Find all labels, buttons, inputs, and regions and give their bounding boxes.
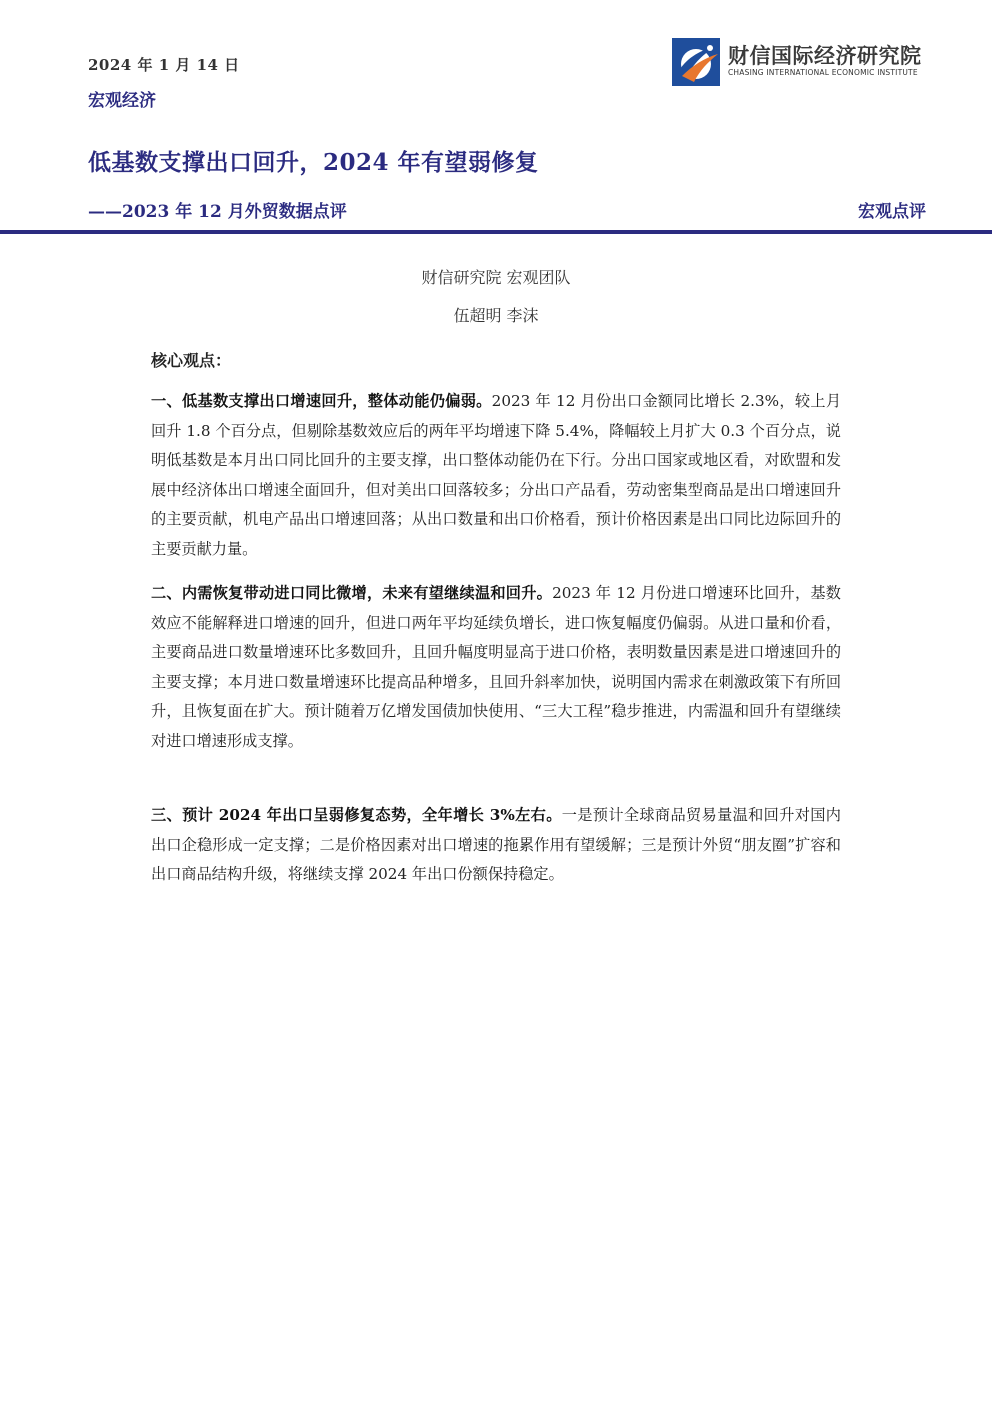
core-view-body: 一是预计全球商品贸易量温和回升对国内出口企稳形成一定支撑；二是价格因素对出口增速的拖累作用有望缓解；三是预计外贸“朋友圈”扩容和出口商品结构升级，将继续支撑 2024 年出口份额保持稳定。 <box>151 806 841 884</box>
core-view-body: 2023 年 12 月份出口金额同比增长 2.3%，较上月回升 1.8 个百分点，但剔除基数效应后的两年平均增速下降 5.4%，降幅较上月扩大 0.3 个百分点，说明低基数是本月出口同比回升的主要支撑，出口整体动能仍在下行。分出口国家或地区看，对欧盟和发展中经济体出口增速全面回升，但对美出口回落较多；分出口产品看，劳动密集型商品是出口增速回升的主要贡献，机电产品出口增速回落；从出口数量和出口价格看，预计价格因素是出口同比边际回升的主要贡献力量。 <box>151 392 842 558</box>
report-title: 低基数支撑出口回升，2024 年有望弱修复 <box>88 149 539 176</box>
core-view-lead: 二、内需恢复带动进口同比微增，未来有望继续温和回升。 <box>151 584 553 602</box>
core-view-paragraph <box>151 387 841 565</box>
logo-name-cn: 财信国际经济研究院 <box>728 44 922 68</box>
core-view-lead: 一、低基数支撑出口增速回升，整体动能仍偏弱。 <box>151 392 492 410</box>
globe-swoosh-logo-icon <box>672 38 720 86</box>
report-category: 宏观经济 <box>88 91 156 111</box>
core-view-lead: 三、预计 2024 年出口呈弱修复态势，全年增长 3%左右。 <box>151 806 562 824</box>
logo-name-en: CHASING INTERNATIONAL ECONOMIC INSTITUTE <box>728 68 918 77</box>
report-authors: 伍超明 李沫 <box>453 306 539 325</box>
research-team: 财信研究院 宏观团队 <box>421 268 571 287</box>
core-view-body: 2023 年 12 月份进口增速环比回升，基数效应不能解释进口增速的回升，但进口两年平均延续负增长，进口恢复幅度仍偏弱。从进口量和价看，主要商品进口数量增速环比多数回升，且回升幅度明显高于进口价格，表明数量因素是进口增速回升的主要支撑；本月进口数量增速环比提高品种增多，且回升斜率加快，说明国内需求在刺激政策下有所回升，且恢复面在扩大。预计随着万亿增发国债加快使用、“三大工程”稳步推进，内需温和回升有望继续对进口增速形成支撑。 <box>151 584 841 750</box>
report-type-label: 宏观点评 <box>858 202 926 222</box>
core-view-paragraph <box>151 579 841 757</box>
core-view-paragraph <box>151 801 841 890</box>
report-subtitle: ——2023 年 12 月外贸数据点评 <box>88 202 347 222</box>
report-date: 2024 年 1 月 14 日 <box>88 56 240 74</box>
core-views-heading: 核心观点： <box>151 351 232 370</box>
institute-logo <box>672 36 922 88</box>
header-divider <box>0 230 992 234</box>
